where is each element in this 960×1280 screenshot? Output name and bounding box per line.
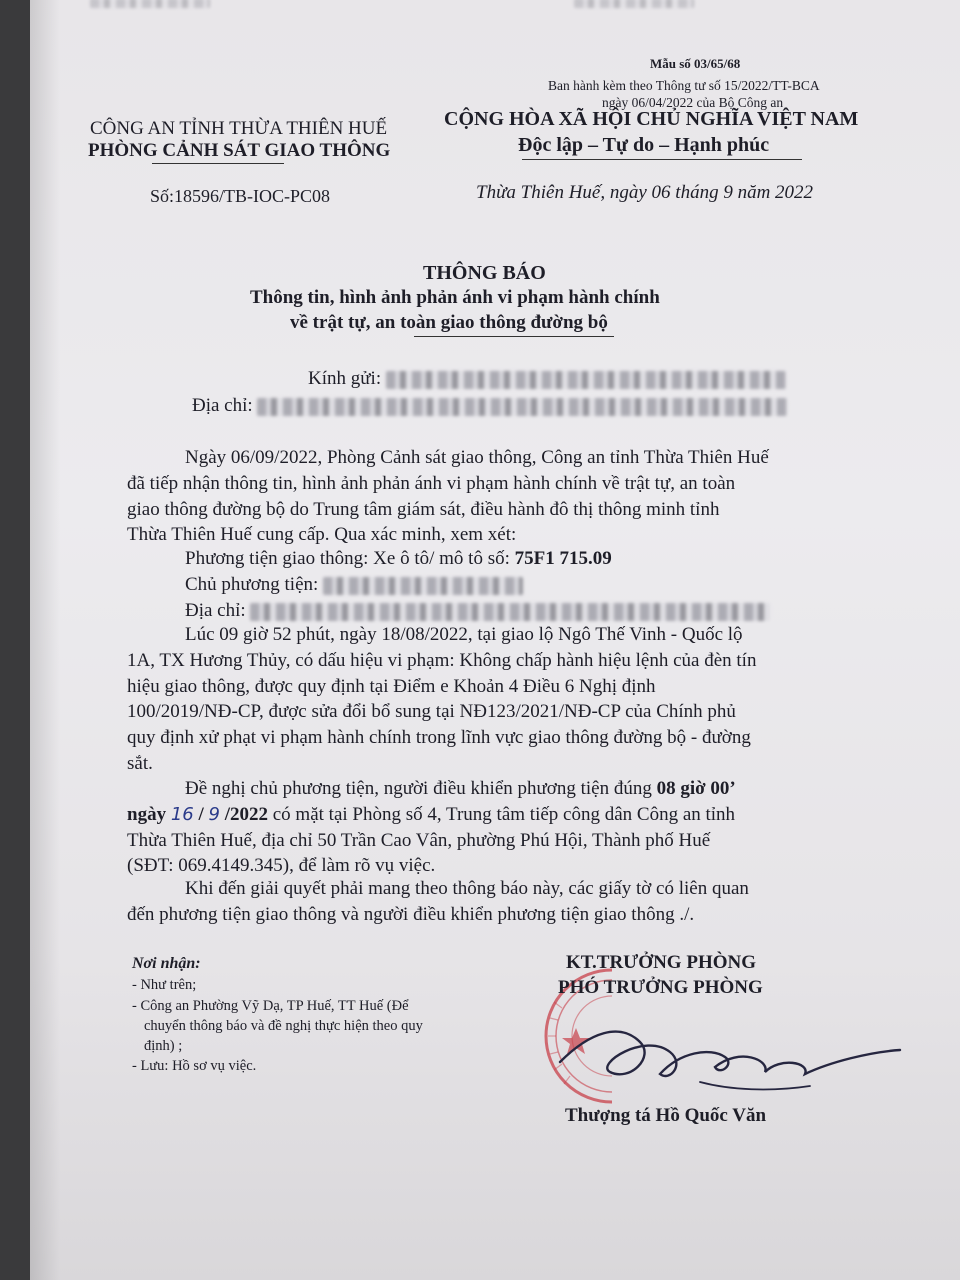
form-issued-date: ngày 06/04/2022 của Bộ Công an (602, 95, 784, 110)
place-date: Thừa Thiên Huế, ngày 06 tháng 9 năm 2022 (476, 182, 814, 203)
request-line-1 (127, 776, 872, 802)
handwritten-month: 9 (208, 803, 220, 825)
closing-line-2: đến phương tiện giao thông và người điều khiển phương tiện giao thông ./. (127, 903, 695, 925)
request-line-4: (SĐT: 069.4149.345), để làm rõ vụ việc. (127, 855, 436, 877)
closing-line-1: Khi đến giải quyết phải mang theo thông báo này, các giấy tờ có liên quan (185, 878, 749, 899)
intro-line-3: giao thông đường bộ do Trung tâm giám sát, điều hành đô thị thông minh tỉnh (127, 498, 720, 520)
appointment-year: /2022 (224, 803, 268, 825)
recipients-item-2-line-2: chuyển thông báo và đề nghị thực hiện theo quy (144, 1018, 423, 1034)
notice-title: THÔNG BÁO (423, 262, 546, 284)
agency-underline (152, 163, 284, 164)
recipient-line (308, 368, 786, 390)
form-number: Mẫu số 03/65/68 (650, 56, 741, 71)
intro-line-4: Thừa Thiên Huế cung cấp. Qua xác minh, xem xét: (127, 524, 517, 546)
date-separator: / (198, 803, 204, 825)
recipient-address-label: Địa chỉ: (192, 395, 253, 416)
request-text-1: Đề nghị chủ phương tiện, người điều khiển phương tiện đúng (185, 778, 652, 799)
recipients-item-1: - Như trên; (132, 977, 197, 993)
agency-parent: CÔNG AN TỈNH THỪA THIÊN HUẾ (90, 118, 388, 139)
agency-name: PHÒNG CẢNH SÁT GIAO THÔNG (88, 140, 391, 161)
notice-subtitle-2: về trật tự, an toàn giao thông đường bộ (290, 312, 608, 333)
handwritten-signature (550, 1012, 910, 1102)
recipient-address-line (192, 395, 787, 417)
owner-label: Chủ phương tiện: (185, 574, 319, 595)
form-issued-with: Ban hành kèm theo Thông tư số 15/2022/TT-BCA (548, 78, 820, 93)
request-line-2 (127, 802, 872, 828)
vehicle-line (185, 548, 612, 570)
document-number: Số:18596/TB-IOC-PC08 (150, 186, 331, 206)
request-text-2: có mặt tại Phòng số 4, Trung tâm tiếp công dân Công an tỉnh (272, 803, 736, 825)
violation-line-6: sắt. (127, 752, 153, 774)
violation-line-5: quy định xử phạt vi phạm hành chính trong lĩnh vực giao thông đường bộ - đường (127, 727, 751, 749)
motto-underline (522, 159, 802, 160)
intro-line-2: đã tiếp nhận thông tin, hình ảnh phản ánh vi phạm hành chính về trật tự, an toàn (127, 472, 736, 494)
recipients-item-2-line-3: định) ; (144, 1038, 183, 1054)
owner-address-label: Địa chỉ: (185, 600, 246, 621)
motto: Độc lập – Tự do – Hạnh phúc (518, 134, 770, 156)
redacted-owner-address (250, 603, 770, 621)
violation-line-4: 100/2019/NĐ-CP, được sửa đổi bổ sung tại NĐ123/2021/NĐ-CP của Chính phủ (127, 701, 736, 723)
redacted-owner (323, 577, 523, 595)
signature-title-2: PHÓ TRƯỞNG PHÒNG (558, 977, 763, 998)
paragraph-request (127, 776, 872, 879)
redacted-recipient-address (257, 398, 787, 416)
redacted-recipient (386, 371, 786, 389)
signer-name: Thượng tá Hồ Quốc Văn (565, 1105, 767, 1126)
document-page (30, 0, 960, 1280)
paragraph-violation (127, 622, 872, 777)
notice-subtitle-1: Thông tin, hình ảnh phản ánh vi phạm hành chính (250, 287, 660, 308)
owner-address-line (185, 600, 770, 622)
recipients-item-3: - Lưu: Hồ sơ vụ việc. (132, 1058, 257, 1074)
recipient-label: Kính gửi: (308, 368, 382, 389)
paragraph-closing (127, 876, 872, 928)
signature-title-1: KT.TRƯỞNG PHÒNG (566, 952, 756, 973)
request-line-3: Thừa Thiên Huế, địa chỉ 50 Trần Cao Vân, phường Phú Hội, Thành phố Huế (127, 829, 711, 851)
faded-text-left (90, 0, 210, 8)
title-underline (414, 336, 614, 337)
faded-text-right (574, 0, 694, 8)
vehicle-label: Phương tiện giao thông: Xe ô tô/ mô tô số: (185, 548, 510, 569)
violation-line-3: hiệu giao thông, được quy định tại Điểm e Khoản 4 Điều 6 Nghị định (127, 675, 656, 697)
violation-line-2: 1A, TX Hương Thủy, có dấu hiệu vi phạm: Không chấp hành hiệu lệnh của đèn tín (127, 649, 757, 671)
violation-line-1: Lúc 09 giờ 52 phút, ngày 18/08/2022, tại giao lộ Ngô Thế Vinh - Quốc lộ (185, 624, 743, 645)
recipients-label: Nơi nhận: (132, 955, 201, 972)
previous-page-edge (90, 0, 950, 8)
handwritten-day: 16 (170, 803, 194, 825)
recipients-item-2-line-1: - Công an Phường Vỹ Dạ, TP Huế, TT Huế (Để (132, 998, 409, 1014)
country-name: CỘNG HÒA XÃ HỘI CHỦ NGHĨA VIỆT NAM (444, 108, 859, 130)
appointment-time: 08 giờ 00’ (656, 778, 736, 799)
paragraph-intro (127, 445, 872, 548)
day-label: ngày (127, 803, 167, 825)
owner-line (185, 574, 523, 596)
vehicle-plate: 75F1 715.09 (514, 548, 612, 569)
intro-line-1: Ngày 06/09/2022, Phòng Cảnh sát giao thông, Công an tỉnh Thừa Thiên Huế (185, 447, 769, 468)
